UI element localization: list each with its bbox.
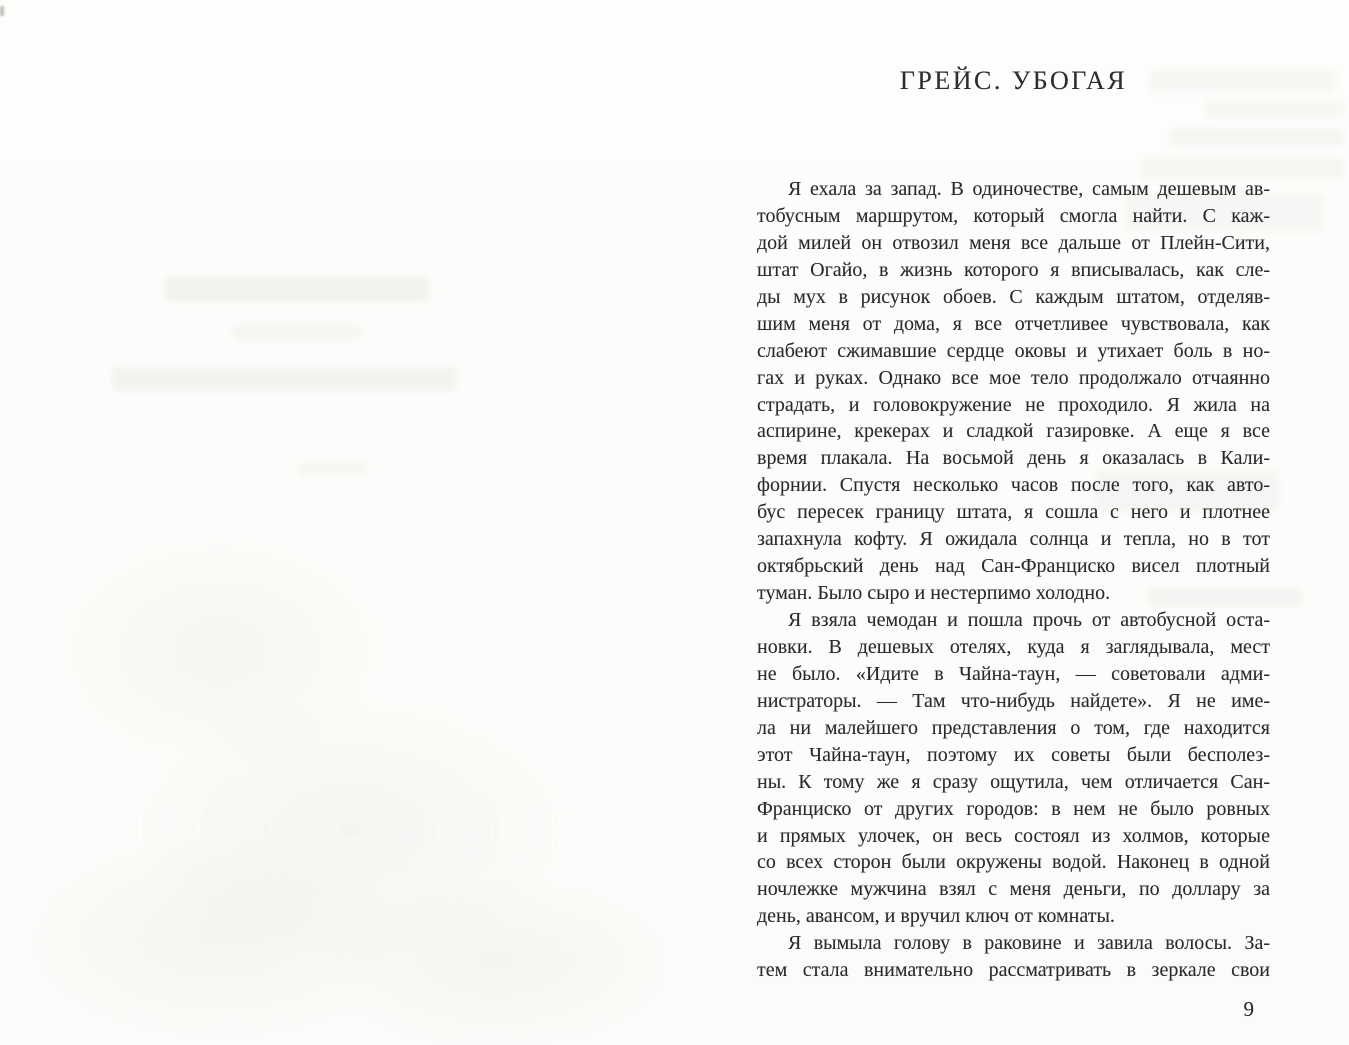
text-line: бус пересек границу штата, я сошла с него и плотнее — [757, 501, 1270, 524]
text-line: октябрьский день над Сан-Франциско висел плотный — [757, 555, 1270, 578]
ghost-floral-smudge — [60, 540, 380, 760]
text-line: Франциско от других городов: в нем не было ровных — [757, 797, 1270, 820]
text-line: со всех сторон были окружены водой. Наконец в одной — [757, 851, 1270, 874]
ghost-floral-smudge — [40, 840, 400, 1030]
chapter-title: ГРЕЙС. УБОГАЯ — [899, 66, 1128, 95]
text-line: ды мух в рисунок обоев. С каждым штатом, отделяв- — [757, 285, 1270, 308]
body-text-column — [757, 176, 1270, 984]
text-line: новки. В дешевых отелях, куда я заглядывала, мест — [757, 635, 1270, 658]
ghost-floral-smudge — [140, 700, 560, 960]
text-line: тем стала внимательно рассматривать в зеркале свои — [757, 959, 1270, 982]
ghost-showthrough-mark — [165, 276, 430, 302]
text-line: ночлежке мужчина взял с меня деньги, по доллару за — [757, 878, 1270, 901]
ghost-showthrough-mark — [298, 462, 368, 476]
text-line: страдать, и головокружение не проходило. Я жила на — [757, 393, 1270, 416]
text-line: нистраторы. — Там что-нибудь найдете». Я не име- — [757, 689, 1270, 712]
ghost-showthrough-mark — [1205, 100, 1345, 118]
ghost-showthrough-mark — [1170, 128, 1345, 146]
ghost-floral-smudge — [330, 880, 660, 1040]
text-line: форнии. Спустя несколько часов после того, как авто- — [757, 474, 1270, 497]
text-line: день, авансом, и вручил ключ от комнаты. — [757, 905, 1115, 928]
text-line: тобусным маршрутом, который смогла найти. С каж- — [757, 204, 1270, 227]
text-line: этот Чайна-таун, поэтому их советы были бесполез- — [757, 743, 1270, 766]
text-line: аспирине, крекерах и сладкой газировке. А еще я все — [757, 420, 1270, 443]
text-line: гах и руках. Однако все мое тело продолжало отчаянно — [757, 366, 1270, 389]
text-line: слабеют сжимавшие сердце оковы и утихает боль в но- — [757, 339, 1270, 362]
text-line: ла ни малейшего представления о том, где находится — [757, 716, 1270, 739]
text-line: Я ехала за запад. В одиночестве, самым дешевым ав- — [788, 178, 1270, 200]
scan-edge-artifact — [0, 6, 4, 16]
text-line: Я взяла чемодан и пошла прочь от автобусной оста- — [788, 609, 1270, 631]
ghost-showthrough-mark — [112, 366, 457, 391]
text-line: шим меня от дома, я все отчетливее чувствовала, как — [757, 312, 1270, 335]
ghost-showthrough-mark — [232, 324, 362, 340]
text-line: туман. Было сыро и нестерпимо холодно. — [757, 582, 1111, 605]
text-line: не было. «Идите в Чайна-таун, — советовали адми- — [757, 662, 1270, 685]
page-number: 9 — [1243, 997, 1254, 1021]
text-line: штат Огайо, в жизнь которого я вписывалась, как сле- — [757, 258, 1270, 281]
text-line: Я вымыла голову в раковине и завила волосы. За- — [788, 932, 1270, 955]
text-line: время плакала. На восьмой день я оказалась в Кали- — [757, 447, 1270, 470]
text-line: и прямых улочек, он весь состоял из холмов, которые — [757, 824, 1270, 847]
text-line: дой милей он отвозил меня все дальше от Плейн-Сити, — [757, 231, 1270, 254]
text-line: запахнула кофту. Я ожидала солнца и тепла, но в тот — [757, 528, 1270, 551]
text-line: ны. К тому же я сразу ощутила, чем отличается Сан- — [757, 770, 1270, 793]
